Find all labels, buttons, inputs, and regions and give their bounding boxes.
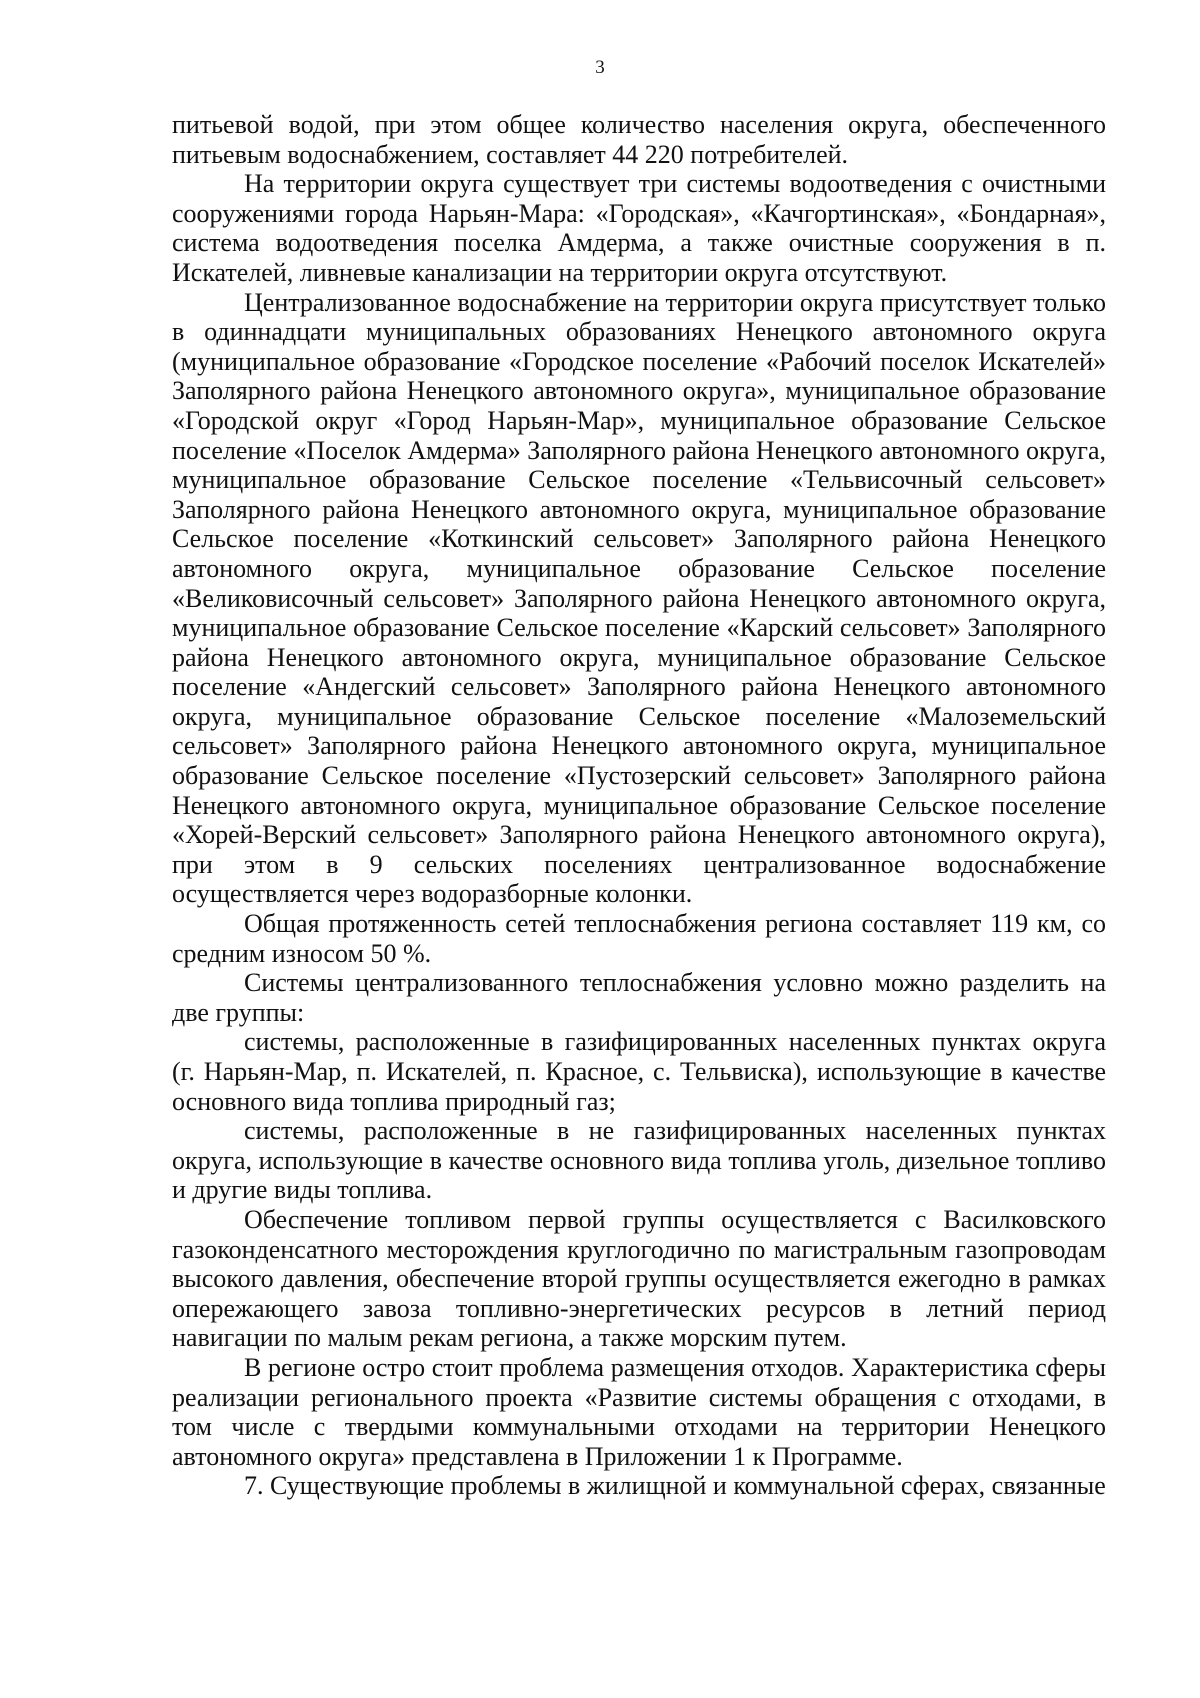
paragraph-heating-groups-intro: Системы централизованного теплоснабжения условно можно разделить на две группы: (172, 968, 1106, 1027)
page-number: 3 (595, 57, 605, 78)
paragraph-centralized-water-supply: Централизованное водоснабжение на территории округа присутствует только в одиннадцати муниципальных образованиях Ненецкого автономного округа (муниципальное образование «Городское поселение «Рабочий поселок Искателей» Заполярного района Ненецкого автономного округа», муниципальное образование «Городской округ «Город Нарьян-Мар», муниципальное образование Сельское поселение «Поселок Амдерма» Заполярного района Ненецкого автономного округа, муниципальное образование Сельское поселение «Тельвисочный сельсовет» Заполярного района Ненецкого автономного округа, муниципальное образование Сельское поселение «Коткинский сельсовет» Заполярного района Ненецкого автономного округа, муниципальное образование Сельское поселение «Великовисочный сельсовет» Заполярного района Ненецкого автономного округа, муниципальное образование Сельское поселение «Карский сельсовет» Заполярного района Ненецкого автономного округа, муниципальное образование Сельское поселение «Андегский сельсовет» Заполярного района Ненецкого автономного округа, муниципальное образование Сельское поселение «Малоземельский сельсовет» Заполярного района Ненецкого автономного округа, муниципальное образование Сельское поселение «Пустозерский сельсовет» Заполярного района Ненецкого автономного округа, муниципальное образование Сельское поселение «Хорей-Верский сельсовет» Заполярного района Ненецкого автономного округа), при этом в 9 сельских поселениях централизованное водоснабжение осуществляется через водоразборные колонки. (172, 287, 1106, 909)
paragraph-section-7-heading: 7. Существующие проблемы в жилищной и коммунальной сферах, связанные (244, 1471, 1106, 1501)
document-body (172, 110, 1106, 1501)
paragraph-gasified-systems: системы, расположенные в газифицированных населенных пунктах округа (г. Нарьян-Мар, п. Искателей, п. Красное, с. Тельвиска), использующие в качестве основного вида топлива природный газ; (172, 1027, 1106, 1116)
paragraph-drainage-systems: На территории округа существует три системы водоотведения с очистными сооружениями города Нарьян-Мара: «Городская», «Качгортинская», «Бондарная», система водоотведения поселка Амдерма, а также очистные сооружения в п. Искателей, ливневые канализации на территории округа отсутствуют. (172, 169, 1106, 287)
paragraph-heating-network-length: Общая протяженность сетей теплоснабжения региона составляет 119 км, со средним износом 50 %. (172, 909, 1106, 968)
paragraph-non-gasified-systems: системы, расположенные в не газифицированных населенных пунктах округа, использующие в качестве основного вида топлива уголь, дизельное топливо и другие виды топлива. (172, 1116, 1106, 1205)
paragraph-waste-problem: В регионе остро стоит проблема размещения отходов. Характеристика сферы реализации регионального проекта «Развитие системы обращения с отходами, в том числе с твердыми коммунальными отходами на территории Ненецкого автономного округа» представлена в Приложении 1 к Программе. (172, 1352, 1106, 1471)
paragraph-fuel-supply: Обеспечение топливом первой группы осуществляется с Василковского газоконденсатного месторождения круглогодично по магистральным газопроводам высокого давления, обеспечение второй группы осуществляется ежегодно в рамках опережающего завоза топливно-энергетических ресурсов в летний период навигации по малым рекам региона, а также морским путем. (172, 1204, 1106, 1353)
paragraph-water-supply-population: питьевой водой, при этом общее количество населения округа, обеспеченного питьевым водоснабжением, составляет 44 220 потребителей. (172, 110, 1106, 169)
